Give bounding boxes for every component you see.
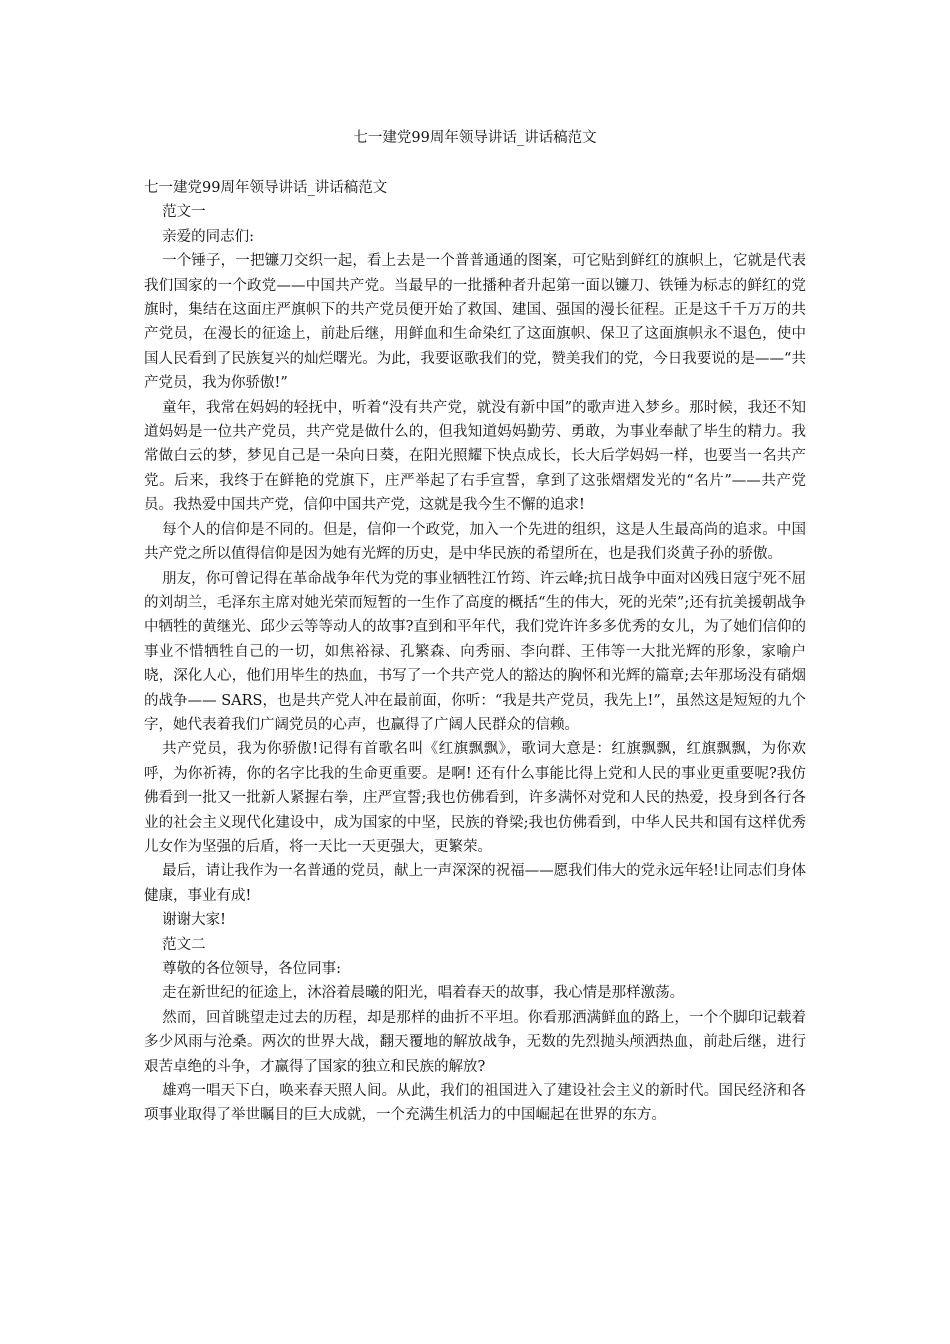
paragraph: 一个锤子，一把镰刀交织一起，看上去是一个普普通通的图案，可它贴到鲜红的旗帜上，它就是代表我们国家的一个政党——中国共产党。当最早的一批播种者升起第一面以镰刀、铁锤为标志的鲜红的党旗时，集结在这面庄严旗帜下的共产党员便开始了救国、建国、强国的漫长征程。正是这千千万万的共产党员，在漫长的征途上，前赴后继，用鲜血和生命染红了这面旗帜、保卫了这面旗帜永不退色，使中国人民看到了民族复兴的灿烂曙光。为此，我要讴歌我们的党，赞美我们的党，今日我要说的是——“共产党员，我为你骄傲!”	[144, 253, 806, 392]
paragraph: 雄鸡一唱天下白，唤来春天照人间。从此，我们的祖国进入了建设社会主义的新时代。国民经济和各项事业取得了举世瞩目的巨大成就，一个充满生机活力的中国崛起在世界的东方。	[144, 1083, 806, 1124]
section-heading-1: 范文一	[162, 204, 206, 221]
paragraph: 最后，请让我作为一名普通的党员，献上一声深深的祝福——愿我们伟大的党永远年轻!让同志们身体健康，事业有成!	[144, 863, 806, 904]
page-title: 七一建党99周年领导讲话_讲话稿范文	[353, 130, 597, 146]
closing-thanks: 谢谢大家!	[162, 912, 226, 929]
section-heading-2: 范文二	[162, 936, 206, 953]
paragraph: 共产党员，我为你骄傲!记得有首歌名叫《红旗飘飘》，歌词大意是：红旗飘飘，红旗飘飘，为你欢呼，为你祈祷，你的名字比我的生命更重要。是啊! 还有什么事能比得上党和人民的事业更重要呢?我仿佛看到一批又一批新人紧握右拳，庄严宣誓;我也仿佛看到，许多满怀对党和人民的热爱，投身到各行各业的社会主义现代化建设中，成为国家的中坚，民族的脊梁;我也仿佛看到，中华人民共和国有这样优秀儿女作为坚强的后盾，将一天比一天更强大，更繁荣。	[144, 741, 806, 855]
paragraph: 然而，回首眺望走过去的历程，却是那样的曲折不平坦。你看那洒满鲜血的路上，一个个脚印记载着多少风雨与沧桑。两次的世界大战，翻天覆地的解放战争，无数的先烈抛头颅洒热血，前赴后继，进行艰苦卓绝的斗争，才赢得了国家的独立和民族的解放?	[144, 1009, 806, 1075]
paragraph: 走在新世纪的征途上，沐浴着晨曦的阳光，唱着春天的故事，我心情是那样激荡。	[162, 985, 685, 1002]
paragraph: 每个人的信仰是不同的。但是，信仰一个政党，加入一个先进的组织，这是人生最高尚的追求。中国共产党之所以值得信仰是因为她有光辉的历史，是中华民族的希望所在，也是我们炎黄子孙的骄傲。	[144, 521, 806, 563]
document-subtitle: 七一建党99周年领导讲话_讲话稿范文	[144, 180, 388, 196]
paragraph: 朋友，你可曾记得在革命战争年代为党的事业牺牲江竹筠、许云峰;抗日战争中面对凶残日寇宁死不屈的刘胡兰，毛泽东主席对她光荣而短暂的一生作了高度的概括“生的伟大，死的光荣”;还有抗美援朝战争中牺牲的黄继光、邱少云等等动人的故事?直到和平年代，我们党许许多多优秀的女儿，为了她们信仰的事业不惜牺牲自己的一切，如焦裕禄、孔繁森、向秀丽、李向群、王伟等一大批光辉的形象，家喻户晓，深化人心，他们用毕生的热血，书写了一个共产党人的豁达的胸怀和光辉的篇章;去年那场没有硝烟的战争—— SARS，也是共产党人冲在最前面，你听：“我是共产党员，我先上!”，虽然这是短短的九个字，她代表着我们广阔党员的心声，也赢得了广阔人民群众的信赖。	[144, 570, 806, 733]
paragraph: 童年，我常在妈妈的轻抚中，听着“没有共产党，就没有新中国”的歌声进入梦乡。那时候，我还不知道妈妈是一位共产党员，共产党是做什么的，但我知道妈妈勤劳、勇敢，为事业奉献了毕生的精力。我常做白云的梦，梦见自己是一朵向日葵，在阳光照耀下快点成长，长大后学妈妈一样，也要当一名共产党。后来，我终于在鲜艳的党旗下，庄严举起了右手宣誓，拿到了这张熠熠发光的“名片”——共产党员。我热爱中国共产党，信仰中国共产党，这就是我今生不懈的追求!	[144, 399, 806, 514]
salutation-1: 亲爱的同志们:	[162, 228, 255, 245]
document-body	[144, 176, 806, 1128]
salutation-2: 尊敬的各位领导，各位同事:	[162, 961, 342, 977]
